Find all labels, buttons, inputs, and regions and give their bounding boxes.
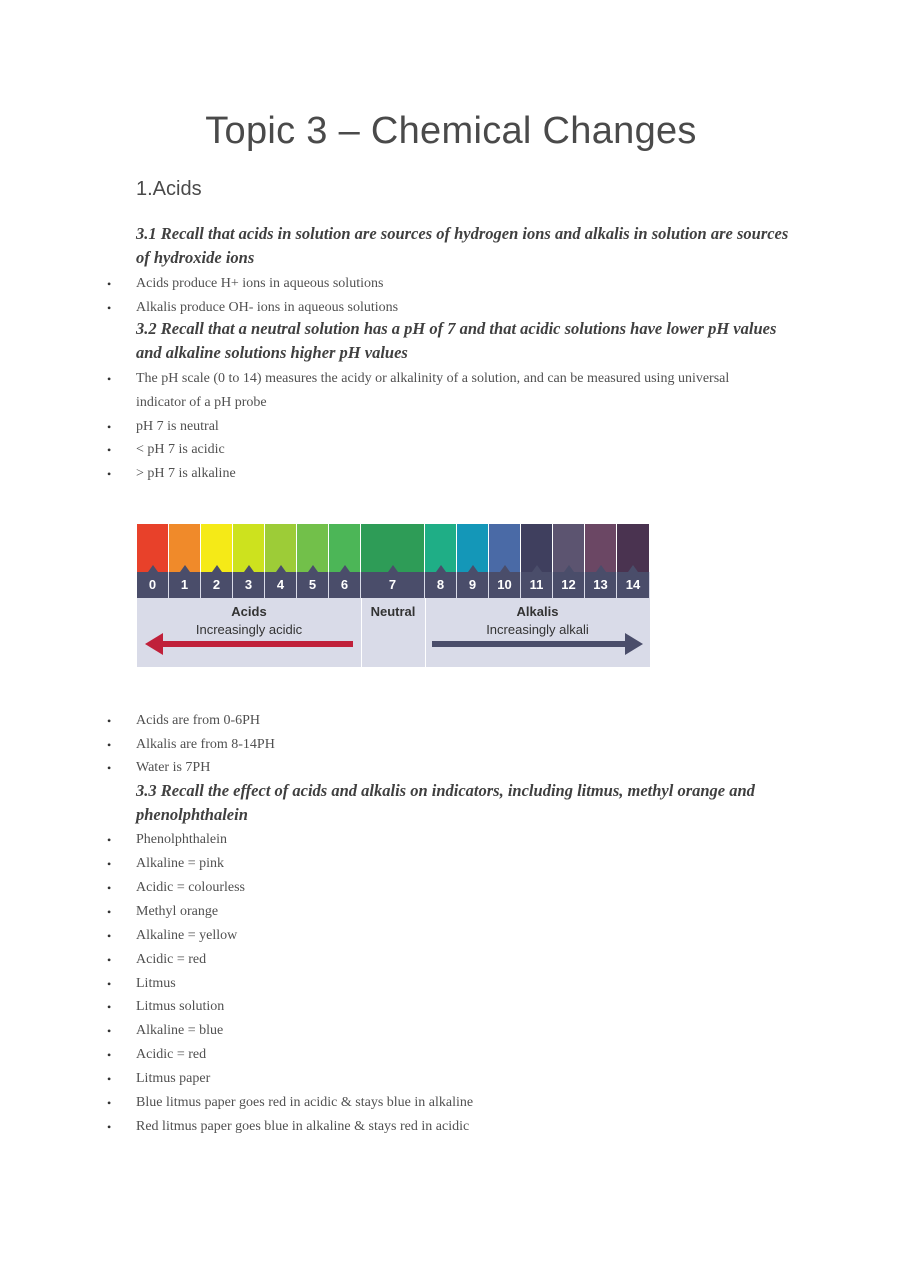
notch-icon (436, 565, 446, 572)
ph-number-text: 2 (212, 577, 221, 592)
ph-number-text: 10 (497, 577, 512, 592)
ph-number-text: 4 (276, 577, 285, 592)
notch-icon (340, 565, 350, 572)
ph-number-text: 14 (625, 577, 641, 592)
notch-icon (212, 565, 222, 572)
acid-arrow-icon (145, 633, 353, 655)
ph-number (457, 572, 489, 598)
list-item: • > pH 7 is alkaline (136, 462, 756, 486)
alkalis-sub: Increasingly alkali (486, 622, 589, 637)
ph-number (297, 572, 329, 598)
ph-number-text: 7 (388, 577, 397, 592)
list-item: • Litmus paper (136, 1067, 756, 1091)
ph-number-text: 1 (180, 577, 189, 592)
list-item: • Alkalis are from 8-14PH (136, 733, 756, 757)
notch-icon (596, 565, 606, 572)
page-title: Topic 3 – Chemical Changes (205, 110, 697, 152)
objective-3-1: 3.1 Recall that acids in solution are sources of hydrogen ions and alkalis in solution are sources of hydroxide ions (136, 224, 789, 267)
alkali-arrow-icon (432, 633, 643, 655)
acids-name: Acids (231, 604, 267, 619)
ph-number-text: 13 (593, 577, 608, 592)
notch-icon (500, 565, 510, 572)
ph-number-text: 9 (468, 577, 477, 592)
ph-number (521, 572, 553, 598)
notch-icon (388, 565, 398, 572)
notch-icon (276, 565, 286, 572)
list-item: • Red litmus paper goes blue in alkaline & stays red in acidic (136, 1115, 756, 1139)
ph-number (585, 572, 617, 598)
ph-number (201, 572, 233, 598)
list-item: • Phenolphthalein (136, 828, 756, 852)
alkalis-name: Alkalis (516, 604, 559, 619)
ph-number-text: 8 (436, 577, 445, 592)
ph-number (329, 572, 361, 598)
ph-number (489, 572, 521, 598)
ph-number (265, 572, 297, 598)
ph-number (169, 572, 201, 598)
list-item: • < pH 7 is acidic (136, 438, 756, 462)
ph-number (553, 572, 585, 598)
list-item: • Acids produce H+ ions in aqueous solutions (136, 272, 756, 296)
list-item: • Acidic = colourless (136, 876, 756, 900)
ph-number-text: 5 (308, 577, 317, 592)
list-item: • pH 7 is neutral (136, 415, 756, 439)
ph-number-text: 11 (529, 577, 544, 592)
list-item: • Methyl orange (136, 900, 756, 924)
list-item: • Blue litmus paper goes red in acidic & stays blue in alkaline (136, 1091, 756, 1115)
list-item: • Alkaline = blue (136, 1019, 756, 1043)
list-item: • Litmus solution (136, 995, 756, 1019)
ph-number (137, 572, 169, 598)
list-item: • Alkaline = yellow (136, 924, 756, 948)
objective-3-2: 3.2 Recall that a neutral solution has a pH of 7 and that acidic solutions have lower pH values and alkaline solutions higher pH values (136, 319, 777, 362)
list-item: • Alkaline = pink (136, 852, 756, 876)
notch-icon (148, 565, 158, 572)
notch-icon (564, 565, 574, 572)
notch-icon (628, 565, 638, 572)
ph-legend-panel (137, 598, 650, 667)
list-item: • Acids are from 0-6PH (136, 709, 756, 733)
ph-number-text: 3 (244, 577, 253, 592)
ph-number (617, 572, 650, 598)
list-item: • Acidic = red (136, 948, 756, 972)
notch-icon (308, 565, 318, 572)
list-item: • Water is 7PH (136, 756, 756, 780)
list-item: • Acidic = red (136, 1043, 756, 1067)
notch-icon (532, 565, 542, 572)
ph-number-text: 6 (340, 577, 349, 592)
ph-number (425, 572, 457, 598)
acids-sub: Increasingly acidic (195, 622, 303, 637)
ph-number-strip (137, 572, 650, 598)
ph-number-text: 12 (561, 577, 576, 592)
list-item: • Alkalis produce OH- ions in aqueous solutions (136, 296, 756, 320)
list-item: • The pH scale (0 to 14) measures the acidy or alkalinity of a solution, and can be measured using universal indicator of a pH probe (136, 367, 736, 415)
ph-number-text: 0 (148, 577, 157, 592)
ph-number (233, 572, 265, 598)
list-item: • Litmus (136, 972, 756, 996)
section-heading: 1.Acids (136, 178, 202, 200)
arrows (137, 598, 650, 667)
neutral-name: Neutral (370, 604, 416, 619)
notch-icon (468, 565, 478, 572)
ph-scale-diagram (137, 524, 650, 667)
objective-3-3: 3.3 Recall the effect of acids and alkalis on indicators, including litmus, methyl orange and phenolphthalein (136, 781, 755, 824)
notch-icon (180, 565, 190, 572)
notch-icon (244, 565, 254, 572)
ph-number (361, 572, 425, 598)
